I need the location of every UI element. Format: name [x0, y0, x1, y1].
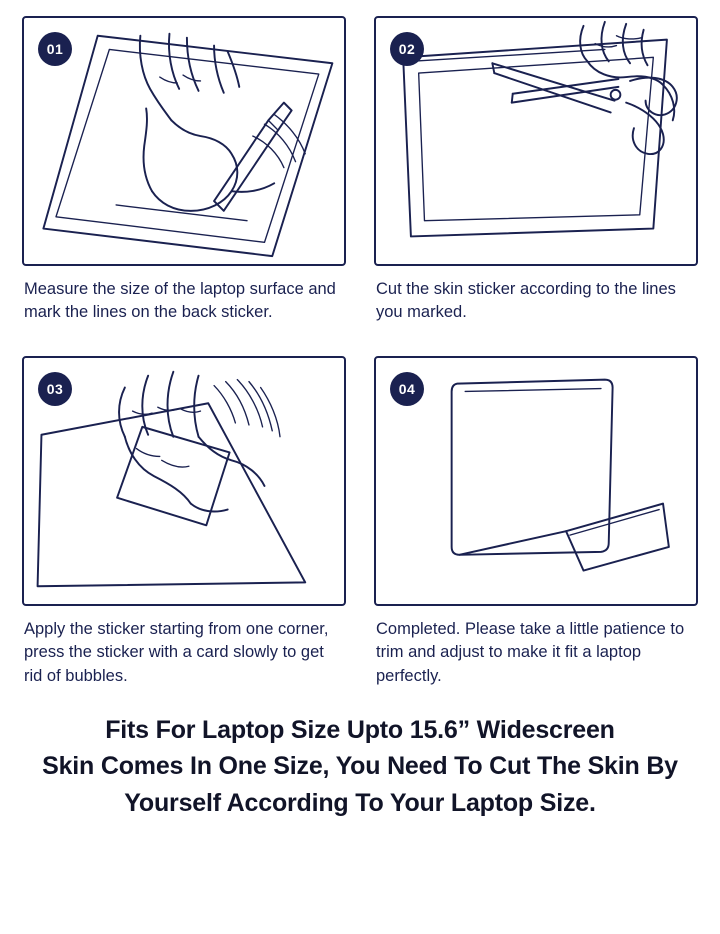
step-04-caption: Completed. Please take a little patience to trim and adjust to make it fit a laptop perfectly.: [376, 620, 685, 685]
step-03-badge: 03: [38, 372, 72, 406]
step-02-illustration: [374, 16, 698, 266]
footer-line-1: Fits For Laptop Size Upto 15.6” Widescreen: [105, 716, 615, 744]
step-04-illustration: [374, 356, 698, 606]
step-01-badge: 01: [38, 32, 72, 66]
step-03-caption: Apply the sticker starting from one corner, press the sticker with a card slowly to get rid of bubbles.: [24, 620, 329, 685]
step-03-illustration: [22, 356, 346, 606]
step-02-badge: 02: [390, 32, 424, 66]
hand-cutting-sticker-with-scissors-icon: [376, 18, 696, 264]
step-04-badge: 04: [390, 372, 424, 406]
footer-note: [0, 696, 720, 821]
step-01-illustration: [22, 16, 346, 266]
step-02-caption: Cut the skin sticker according to the lines you marked.: [376, 280, 676, 322]
hand-marking-sticker-with-pen-icon: [24, 18, 344, 264]
step-01: [22, 16, 346, 356]
step-01-caption: Measure the size of the laptop surface and mark the lines on the back sticker.: [24, 280, 336, 322]
step-04: [374, 356, 698, 696]
footer-line-2: Skin Comes In One Size, You Need To Cut The Skin By: [42, 752, 678, 781]
step-03: [22, 356, 346, 696]
finished-laptop-with-skin-icon: [376, 358, 696, 604]
footer-line-3: Yourself According To Your Laptop Size.: [124, 788, 596, 817]
step-02: [374, 16, 698, 356]
hand-pressing-sticker-with-card-icon: [24, 358, 344, 604]
